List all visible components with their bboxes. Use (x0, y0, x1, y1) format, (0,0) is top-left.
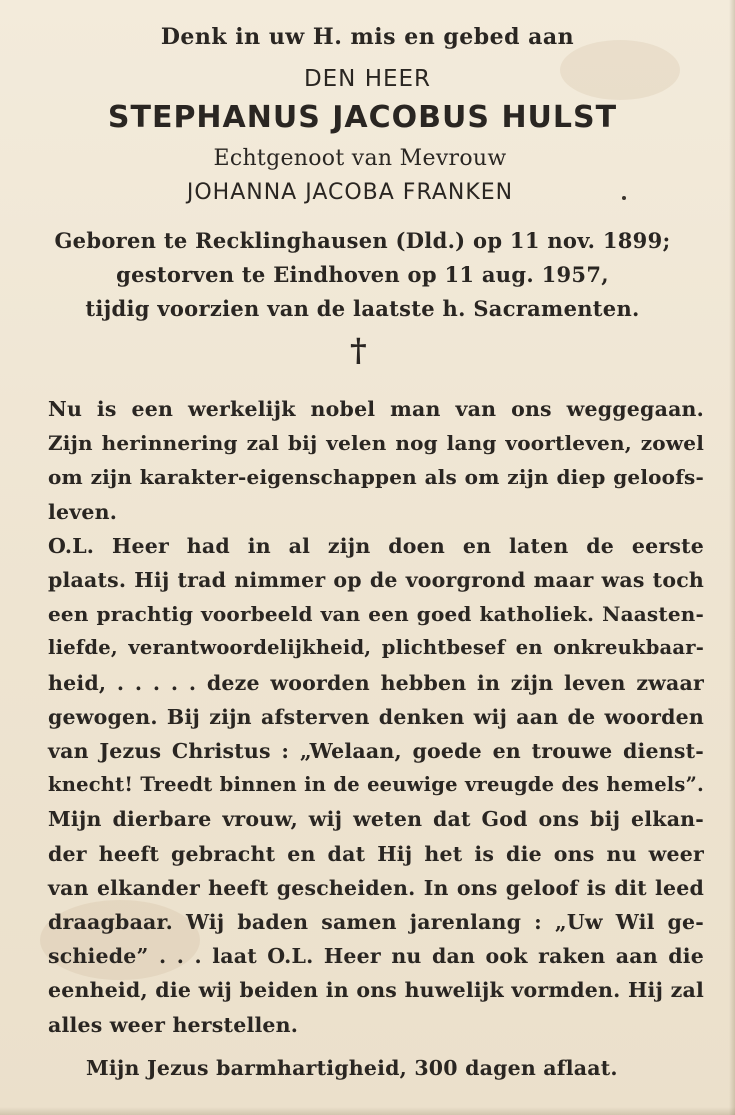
paragraph-3 (48, 802, 704, 1041)
paragraph-1 (48, 392, 704, 529)
eulogy-text (48, 392, 704, 1042)
birth-line: Geboren te Recklinghausen (Dld.) op 11 nov. 1899; (54, 228, 671, 253)
spouse-label: Echtgenoot van Mevrouw (213, 146, 507, 171)
text-line: leven. (48, 499, 118, 524)
text-line: een prachtig voorbeeld van een goed katholiek. Naasten- (48, 602, 704, 627)
paper-edge-bottom (0, 1107, 735, 1115)
text-line: liefde, verantwoordelijkheid, plichtbesef en onkreukbaar- (48, 636, 704, 660)
text-line: plaats. Hij trad nimmer op de voorgrond maar was toch (48, 568, 704, 593)
death-line: gestorven te Eindhoven op 11 aug. 1957, (116, 262, 609, 287)
intro-line: Denk in uw H. mis en gebed aan (160, 24, 575, 50)
text-line: eenheid, die wij beiden in ons huwelijk vormden. Hij zal (48, 978, 704, 1003)
ink-dot (622, 196, 626, 200)
paragraph-2 (48, 529, 704, 803)
sacraments-line: tijdig voorzien van de laatste h. Sacramenten. (85, 296, 640, 321)
text-line: Mijn dierbare vrouw, wij weten dat God ons bij elkan- (48, 807, 704, 832)
title-line: DEN HEER (303, 66, 432, 92)
text-line: heid, . . . . . deze woorden hebben in zijn leven zwaar (48, 670, 704, 695)
text-line: om zijn karakter-eigenschappen als om zijn diep geloofs- (48, 465, 704, 490)
spouse-name: JOHANNA JACOBA FRANKEN (186, 180, 514, 205)
text-line: gewogen. Bij zijn afsterven denken wij aan de woorden (48, 704, 704, 729)
text-line: der heeft gebracht en dat Hij het is die ons nu weer (48, 841, 704, 866)
text-line: alles weer herstellen. (48, 1012, 299, 1037)
cross-icon: † (350, 331, 367, 369)
text-line: schiede” . . . laat O.L. Heer nu dan ook raken aan die (48, 944, 704, 969)
text-line: knecht! Treedt binnen in de eeuwige vreugde des hemels”. (48, 773, 704, 797)
text-line: O.L. Heer had in al zijn doen en laten de eerste (48, 533, 704, 558)
text-line: van Jezus Christus : „Welaan, goede en trouwe dienst- (48, 739, 704, 764)
text-line: draagbaar. Wij baden samen jarenlang : „Uw Wil ge- (48, 910, 704, 935)
paper-edge-right (729, 0, 735, 1115)
text-line: Zijn herinnering zal bij velen nog lang voortleven, zowel (48, 431, 704, 456)
text-line: van elkander heeft gescheiden. In ons geloof is dit leed (48, 875, 704, 900)
indulgence-line: Mijn Jezus barmhartigheid, 300 dagen aflaat. (86, 1056, 618, 1080)
text-line: Nu is een werkelijk nobel man van ons weggegaan. (48, 397, 704, 421)
deceased-name: STEPHANUS JACOBUS HULST (107, 100, 618, 135)
